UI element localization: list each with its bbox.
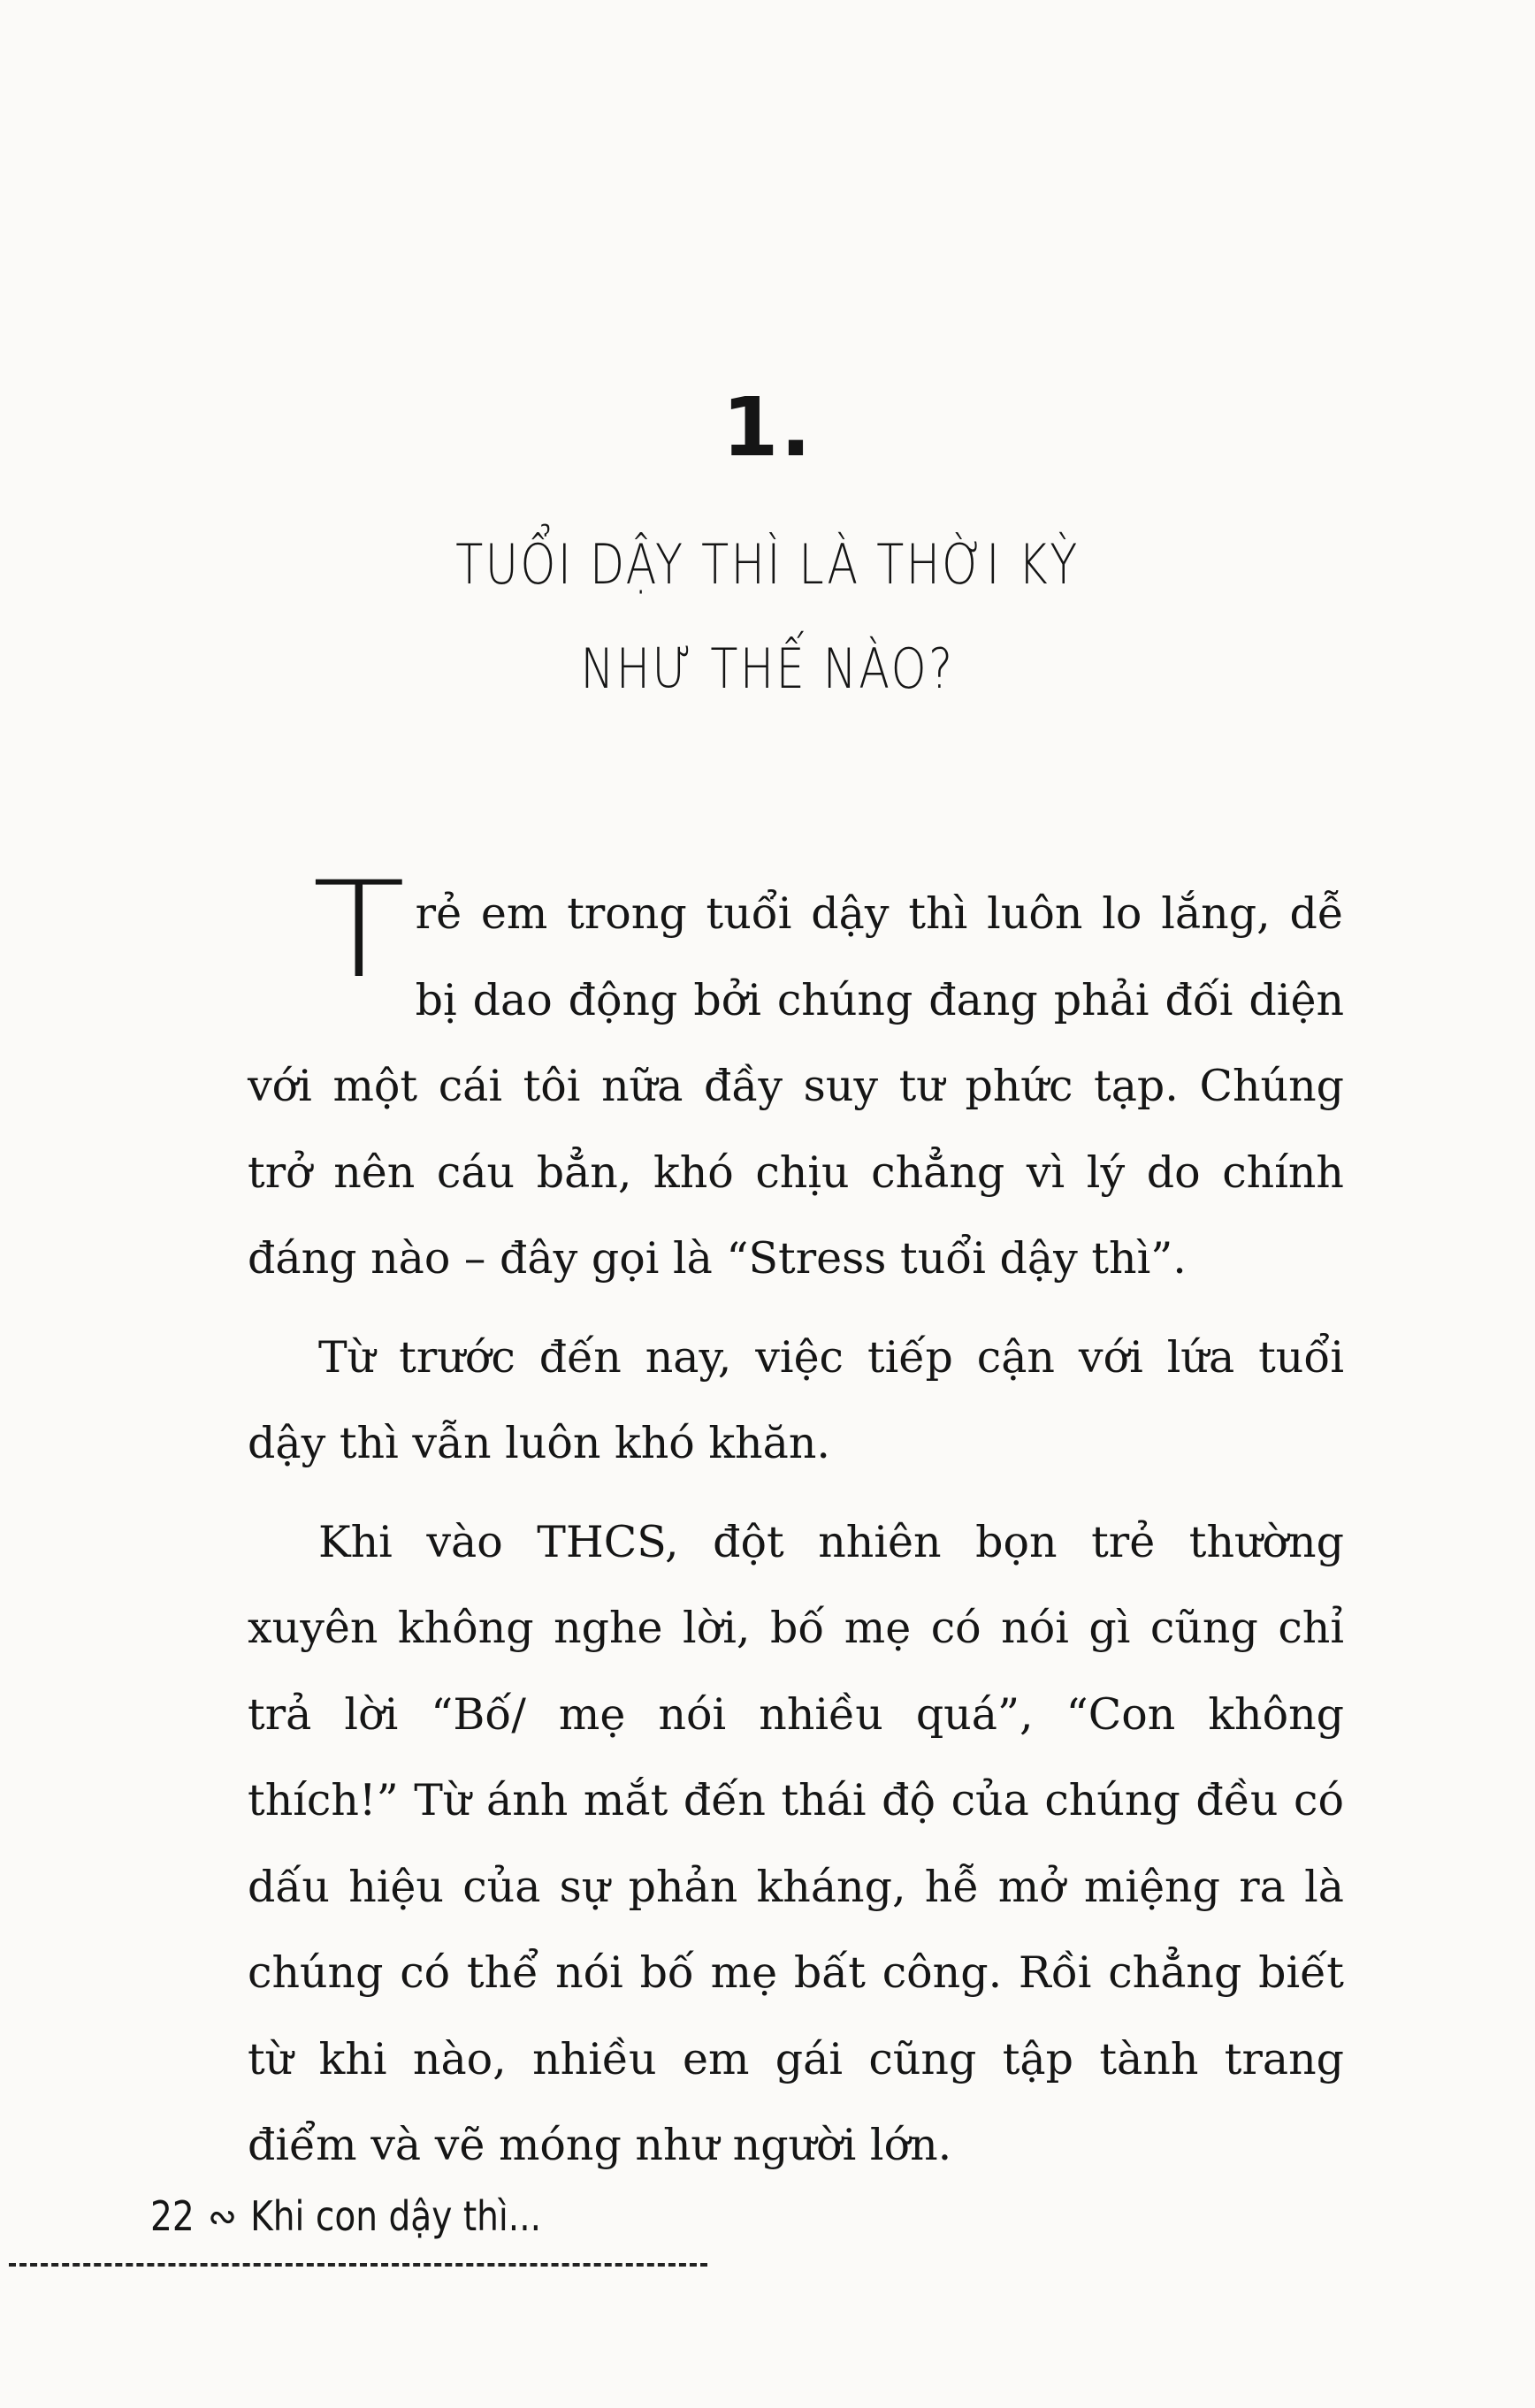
swirl-ornament-icon: ∾ [208, 2192, 237, 2240]
chapter-title-line-1: TUỔI DẬY THÌ LÀ THỜI KỲ [455, 532, 1080, 597]
paragraph-1-text: rẻ em trong tuổi dậy thì luôn lo lắng, dễ bị dao động bởi chúng đang phải đối diện với một cái tôi nữa đầy suy tư phức tạp. Chúng trở nên cáu bẳn, khó chịu chẳng vì lý do chính đáng nào – đây gọi là “Stress tuổi dậy thì”. [248, 888, 1344, 1284]
paragraph-1 [248, 854, 1344, 1302]
running-book-title: Khi con dậy thì... [250, 2192, 542, 2240]
footer-dashed-rule [9, 2263, 707, 2267]
chapter-number: 1. [722, 380, 813, 475]
chapter-title-line-2: NHƯ THẾ NÀO? [580, 636, 955, 701]
chapter-title [138, 513, 1397, 721]
body-text [248, 854, 1344, 2201]
page-number: 22 [150, 2192, 195, 2240]
paragraph-3: Khi vào THCS, đột nhiên bọn trẻ thường xuyên không nghe lời, bố mẹ có nói gì cũng chỉ trả lời “Bố/ mẹ nói nhiều quá”, “Con không thích!” Từ ánh mắt đến thái độ của chúng đều có dấu hiệu của sự phản kháng, hễ mở miệng ra là chúng có thể nói bố mẹ bất công. Rồi chẳng biết từ khi nào, nhiều em gái cũng tập tành trang điểm và vẽ móng như người lớn. [248, 1516, 1344, 2170]
page-footer [150, 2192, 541, 2240]
paragraph-2: Từ trước đến nay, việc tiếp cận với lứa tuổi dậy thì vẫn luôn khó khăn. [248, 1331, 1344, 1468]
drop-cap-letter: T [312, 854, 406, 1008]
